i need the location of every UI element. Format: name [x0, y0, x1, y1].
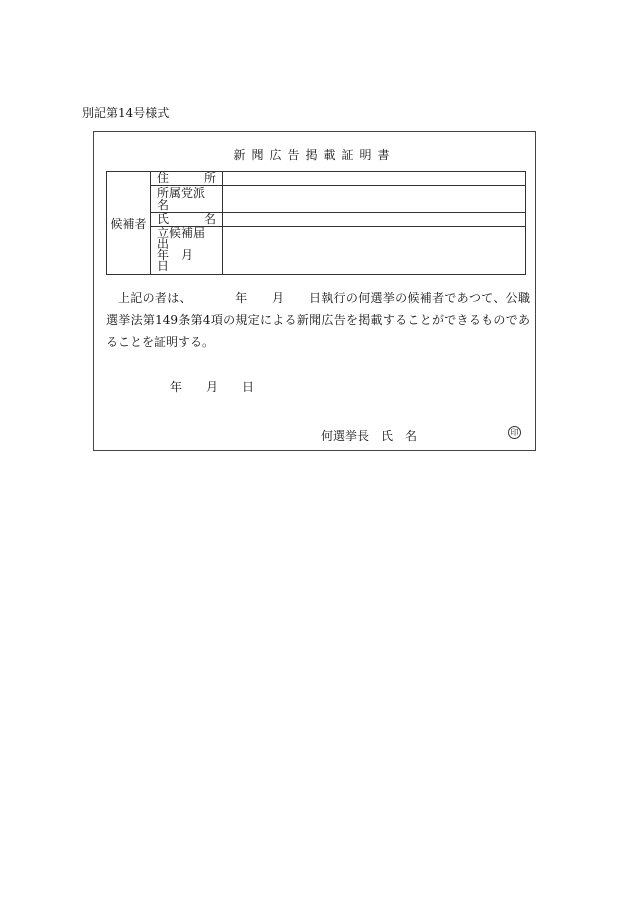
address-label	[151, 172, 223, 186]
certification-statement: 上記の者は、 年 月 日執行の何選挙の候補者であつて、公職選挙法第149条第4項の規定による新聞広告を掲載することができるものであることを証明する。	[106, 291, 530, 349]
certificate-frame	[93, 131, 536, 451]
address-label-char-1: 住	[157, 171, 170, 186]
filing-date-label-line-1: 立候補届出	[157, 226, 206, 252]
table-row	[107, 172, 526, 186]
form-number-label: 別記第14号様式	[82, 106, 170, 120]
filing-date-label	[151, 226, 223, 274]
table-row	[107, 185, 526, 212]
table-row	[107, 226, 526, 274]
address-label-char-2: 所	[203, 171, 216, 186]
signatory-line: 何選挙長 氏 名	[321, 429, 418, 443]
filing-date-field[interactable]	[223, 226, 526, 274]
document-title: 新聞広告掲載証明書	[233, 148, 396, 162]
name-field[interactable]	[223, 212, 526, 226]
name-label	[151, 212, 223, 226]
party-field[interactable]	[223, 185, 526, 212]
issue-date-line: 年 月 日	[170, 380, 255, 394]
party-label: 所属党派名	[151, 185, 223, 212]
address-field[interactable]	[223, 172, 526, 186]
candidate-group-label: 候補者	[107, 172, 151, 275]
seal-mark: 印	[508, 426, 521, 439]
name-label-char-2: 名	[203, 212, 216, 227]
name-label-char-1: 氏	[157, 212, 170, 227]
filing-date-label-line-2: 年 月 日	[157, 248, 206, 274]
table-row	[107, 212, 526, 226]
candidate-table	[106, 171, 526, 275]
